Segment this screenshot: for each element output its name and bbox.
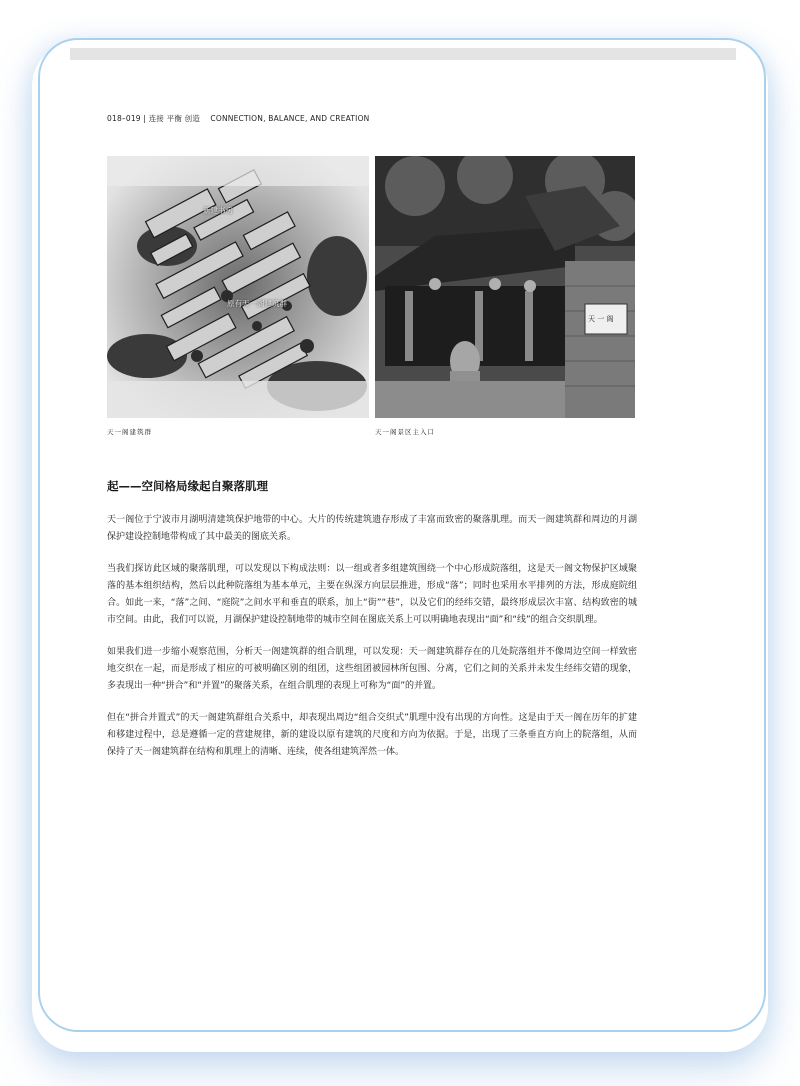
header-chinese-title: 连接 平衡 创造 [148, 114, 201, 123]
label-new-library: 新建书房 [203, 206, 233, 215]
paragraph-2: 当我们探访此区域的聚落肌理，可以发现以下构成法则：以一组或者多组建筑围绕一个中心形成院落组，这是天一阁文物保护区域聚落的基本组织结构，然后以此种院落组为基本单元，主要在纵深方向层层推进，形成“落”；同时也采用水平排列的方法，形成庭院组合。如此一来，“落”之间、“庭院”之间水平和垂直的联系，加上“街”“巷”，以及它们的经纬交错，最终形成层次丰富、结构致密的城市空间。由此，我们可以说，月湖保护建设控制地带的城市空间在图底关系上可以明确地表现出“面”和“线”的组合交织肌理。 [107, 564, 637, 625]
paragraph-4: 但在“拼合并置式”的天一阁建筑群组合关系中，却表现出周边“组合交织式”肌理中没有出现的方向性。这是由于天一阁在历年的扩建和移建过程中，总是遵循一定的营建规律，新的建设以原有建筑的尺度和方向为依据。于是，出现了三条垂直方向上的院落组，从而保持了天一阁建筑群在结构和肌理上的清晰、连续，使各组建筑浑然一体。 [107, 713, 637, 757]
entrance-sign: 天 一 阁 [588, 315, 614, 323]
top-strip [70, 48, 736, 60]
entrance-photo [375, 156, 635, 418]
aerial-render [107, 156, 369, 418]
paragraph-3: 如果我们进一步缩小观察范围，分析天一阁建筑群的组合肌理，可以发现：天一阁建筑群存在的几处院落组并不像周边空间一样致密地交织在一起，而是形成了相应的可被明确区别的组团，这些组团被园林所包围、分离，它们之间的关系并未发生经纬交错的现象，多表现出一种“拼合”和“并置”的聚落关系，在组合肌理的表现上可称为“面”的并置。 [107, 647, 637, 691]
entrance-scene [375, 156, 635, 418]
label-existing-complex: 原有天一阁建筑群 [227, 299, 287, 308]
body-text [107, 512, 637, 776]
running-header [107, 113, 370, 124]
header-english-title: CONNECTION, BALANCE, AND CREATION [210, 114, 370, 123]
paragraph-1: 天一阁位于宁波市月湖明清建筑保护地带的中心。大片的传统建筑遗存形成了丰富而致密的聚落肌理。而天一阁建筑群和周边的月湖保护建设控制地带构成了其中最美的图底关系。 [107, 515, 637, 542]
caption-right: 天一阁景区主入口 [375, 428, 435, 436]
section-heading: 起——空间格局缘起自聚落肌理 [107, 479, 268, 493]
page-numbers: 018–019 [107, 114, 141, 123]
caption-left: 天一阁建筑群 [107, 428, 152, 436]
aerial-complex-image [107, 156, 369, 418]
header-separator: | [143, 114, 147, 123]
